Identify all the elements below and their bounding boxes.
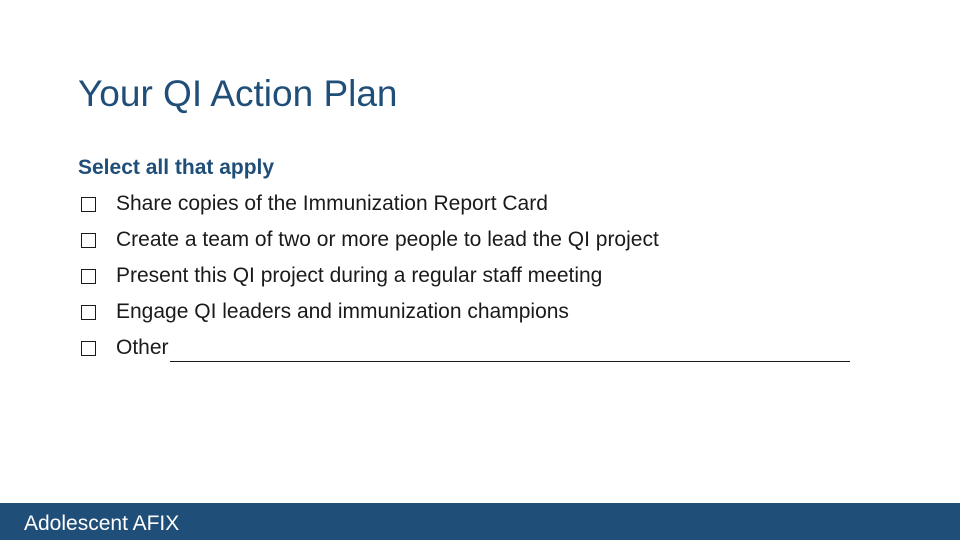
instruction-text: Select all that apply xyxy=(78,156,275,179)
action-plan-checklist xyxy=(78,150,878,366)
footer-bar xyxy=(0,503,960,540)
checklist-item-engage-leaders[interactable] xyxy=(78,294,878,330)
checklist-item-other[interactable] xyxy=(78,330,878,366)
checklist-item-present-project[interactable] xyxy=(78,258,878,294)
checklist-item-label: Other xyxy=(116,336,169,359)
checklist-item-create-team[interactable] xyxy=(78,222,878,258)
checkbox-icon[interactable] xyxy=(81,341,96,356)
checklist-item-label: Present this QI project during a regular staff meeting xyxy=(116,264,603,287)
page-title: Your QI Action Plan xyxy=(78,73,398,114)
checklist-item-share-report-card[interactable] xyxy=(78,186,878,222)
other-text-field[interactable] xyxy=(170,335,850,362)
checklist-item-label: Create a team of two or more people to lead the QI project xyxy=(116,228,659,251)
checkbox-icon[interactable] xyxy=(81,305,96,320)
checklist-item-label: Engage QI leaders and immunization champions xyxy=(116,300,569,323)
checkbox-icon[interactable] xyxy=(81,269,96,284)
checkbox-icon[interactable] xyxy=(81,197,96,212)
checkbox-icon[interactable] xyxy=(81,233,96,248)
footer-text: Adolescent AFIX xyxy=(24,512,180,535)
checklist-item-label: Share copies of the Immunization Report Card xyxy=(116,192,548,215)
